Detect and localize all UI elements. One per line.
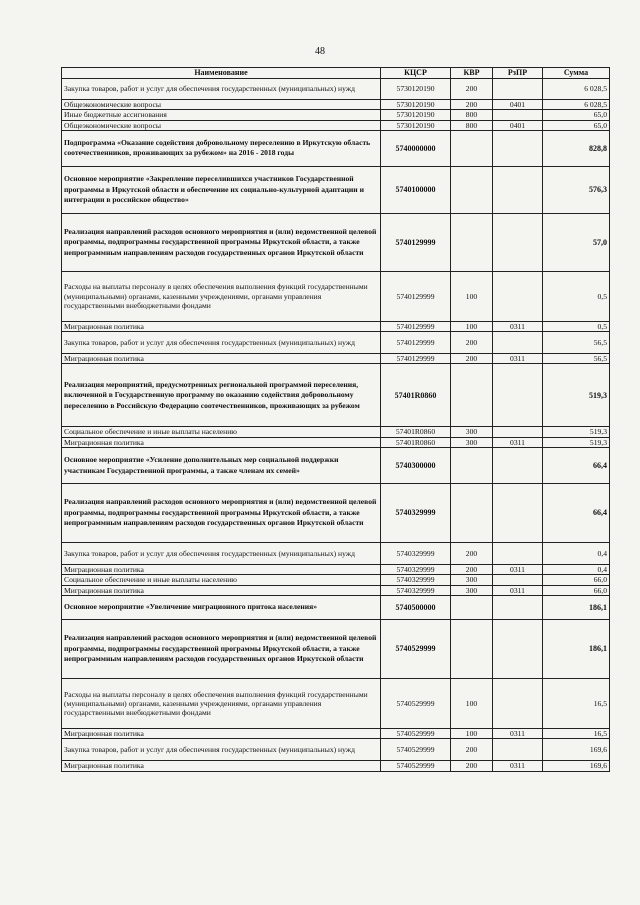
- cell-kcsr: 5740129999: [381, 271, 451, 321]
- table-row: [62, 739, 610, 761]
- cell-kvr: 100: [451, 678, 493, 728]
- cell-name: Миграционная политика: [62, 728, 381, 738]
- cell-kvr: 200: [451, 543, 493, 565]
- table-body: [62, 79, 610, 772]
- table-row: [62, 120, 610, 130]
- cell-kvr: 200: [451, 332, 493, 354]
- cell-kvr: [451, 213, 493, 271]
- table-row: [62, 565, 610, 575]
- cell-sum: 0,5: [543, 271, 610, 321]
- table-row: [62, 332, 610, 354]
- table-row: [62, 110, 610, 120]
- cell-kvr: [451, 130, 493, 166]
- cell-sum: 828,8: [543, 130, 610, 166]
- table-row: [62, 595, 610, 619]
- cell-sum: 66,4: [543, 484, 610, 543]
- table-row: [62, 79, 610, 100]
- table-row: [62, 678, 610, 728]
- table-row: [62, 364, 610, 427]
- cell-rzpr: 0401: [493, 120, 543, 130]
- table-row: [62, 130, 610, 166]
- cell-kcsr: 5730120190: [381, 100, 451, 110]
- cell-name: Миграционная политика: [62, 565, 381, 575]
- cell-sum: 56,5: [543, 354, 610, 364]
- cell-sum: 519,3: [543, 364, 610, 427]
- cell-name: Закупка товаров, работ и услуг для обеспечения государственных (муниципальных) нужд: [62, 79, 381, 100]
- cell-sum: 66,4: [543, 448, 610, 484]
- cell-name: Социальное обеспечение и иные выплаты населению: [62, 427, 381, 437]
- cell-rzpr: [493, 595, 543, 619]
- cell-name: Реализация направлений расходов основного мероприятия и (или) ведомственной целевой программы, подпрограммы государственной программы Иркутской области, а также непрограммным направлениям расходов государственных органов Иркутской области: [62, 213, 381, 271]
- table-row: [62, 728, 610, 738]
- cell-kcsr: 5740529999: [381, 728, 451, 738]
- cell-kcsr: 5740329999: [381, 565, 451, 575]
- cell-name: Закупка товаров, работ и услуг для обеспечения государственных (муниципальных) нужд: [62, 739, 381, 761]
- cell-name: Реализация мероприятий, предусмотренных региональной программой переселения, включенной в Государственную программу по оказанию содействия добровольному переселению в Российскую Федерацию соотечественников, проживающих за рубежом: [62, 364, 381, 427]
- cell-sum: 0,4: [543, 565, 610, 575]
- cell-rzpr: [493, 332, 543, 354]
- cell-kcsr: 5740000000: [381, 130, 451, 166]
- cell-rzpr: [493, 79, 543, 100]
- page-number: 48: [315, 46, 325, 57]
- cell-name: Общеэкономические вопросы: [62, 100, 381, 110]
- cell-name: Миграционная политика: [62, 761, 381, 771]
- cell-kcsr: 5740529999: [381, 678, 451, 728]
- cell-sum: 56,5: [543, 332, 610, 354]
- cell-kvr: 100: [451, 321, 493, 331]
- cell-rzpr: 0311: [493, 321, 543, 331]
- cell-sum: 66,0: [543, 585, 610, 595]
- cell-kcsr: 5740129999: [381, 213, 451, 271]
- cell-kvr: [451, 166, 493, 213]
- cell-kcsr: 5740329999: [381, 484, 451, 543]
- cell-name: Подпрограмма «Оказание содействия добровольному переселению в Иркутскую область соотечественников, проживающих за рубежом» на 2016 - 2018 годы: [62, 130, 381, 166]
- cell-kvr: 800: [451, 110, 493, 120]
- cell-rzpr: 0311: [493, 761, 543, 771]
- cell-kcsr: 57401R0860: [381, 364, 451, 427]
- cell-kcsr: 5740100000: [381, 166, 451, 213]
- cell-rzpr: [493, 130, 543, 166]
- cell-kcsr: 5740300000: [381, 448, 451, 484]
- table-row: [62, 761, 610, 771]
- table-row: [62, 427, 610, 437]
- cell-rzpr: [493, 166, 543, 213]
- table-row: [62, 585, 610, 595]
- cell-kvr: 200: [451, 761, 493, 771]
- table-header-row: [62, 68, 610, 79]
- cell-rzpr: [493, 271, 543, 321]
- table-row: [62, 575, 610, 585]
- cell-rzpr: [493, 575, 543, 585]
- cell-rzpr: [493, 448, 543, 484]
- cell-name: Расходы на выплаты персоналу в целях обеспечения выполнения функций государственными (муниципальными) органами, казенными учреждениями, органами управления государственными внебюджетными фондами: [62, 271, 381, 321]
- cell-kvr: [451, 484, 493, 543]
- cell-kcsr: 5740329999: [381, 575, 451, 585]
- cell-rzpr: 0311: [493, 565, 543, 575]
- cell-kvr: 300: [451, 427, 493, 437]
- cell-name: Иные бюджетные ассигнования: [62, 110, 381, 120]
- cell-rzpr: [493, 619, 543, 678]
- cell-sum: 6 028,5: [543, 79, 610, 100]
- table-row: [62, 448, 610, 484]
- cell-rzpr: 0401: [493, 100, 543, 110]
- cell-rzpr: [493, 543, 543, 565]
- table-row: [62, 484, 610, 543]
- cell-name: Реализация направлений расходов основного мероприятия и (или) ведомственной целевой программы, подпрограммы государственной программы Иркутской области, а также непрограммным направлениям расходов государственных органов Иркутской области: [62, 619, 381, 678]
- cell-rzpr: 0311: [493, 437, 543, 447]
- cell-sum: 186,1: [543, 619, 610, 678]
- cell-rzpr: 0311: [493, 354, 543, 364]
- cell-kvr: 200: [451, 565, 493, 575]
- cell-sum: 519,3: [543, 427, 610, 437]
- cell-rzpr: [493, 427, 543, 437]
- cell-kvr: 100: [451, 728, 493, 738]
- cell-rzpr: 0311: [493, 585, 543, 595]
- cell-rzpr: 0311: [493, 728, 543, 738]
- table-row: [62, 619, 610, 678]
- cell-name: Миграционная политика: [62, 585, 381, 595]
- cell-sum: 0,4: [543, 543, 610, 565]
- cell-name: Миграционная политика: [62, 354, 381, 364]
- cell-name: Реализация направлений расходов основного мероприятия и (или) ведомственной целевой программы, подпрограммы государственной программы Иркутской области, а также непрограммным направлениям расходов государственных органов Иркутской области: [62, 484, 381, 543]
- cell-sum: 0,5: [543, 321, 610, 331]
- cell-sum: 57,0: [543, 213, 610, 271]
- header-rzpr: РзПР: [493, 68, 543, 79]
- cell-sum: 16,5: [543, 728, 610, 738]
- header-name: Наименование: [62, 68, 381, 79]
- cell-name: Основное мероприятие «Закрепление переселившихся участников Государственной программы в Иркутской области и обеспечение их социально-культурной адаптации и интеграции в российское общество»: [62, 166, 381, 213]
- cell-kcsr: 5740329999: [381, 543, 451, 565]
- cell-kvr: [451, 619, 493, 678]
- cell-sum: 576,3: [543, 166, 610, 213]
- cell-kcsr: 5740329999: [381, 585, 451, 595]
- cell-kcsr: 5730120190: [381, 120, 451, 130]
- cell-name: Закупка товаров, работ и услуг для обеспечения государственных (муниципальных) нужд: [62, 543, 381, 565]
- cell-kvr: 100: [451, 271, 493, 321]
- cell-name: Миграционная политика: [62, 437, 381, 447]
- cell-kvr: 200: [451, 354, 493, 364]
- cell-sum: 169,6: [543, 761, 610, 771]
- table-row: [62, 213, 610, 271]
- cell-rzpr: [493, 364, 543, 427]
- cell-sum: 16,5: [543, 678, 610, 728]
- cell-sum: 65,0: [543, 120, 610, 130]
- cell-kvr: 800: [451, 120, 493, 130]
- cell-kcsr: 57401R0860: [381, 437, 451, 447]
- cell-name: Общеэкономические вопросы: [62, 120, 381, 130]
- cell-name: Основное мероприятие «Увеличение миграционного притока населения»: [62, 595, 381, 619]
- cell-sum: 6 028,5: [543, 100, 610, 110]
- cell-rzpr: [493, 484, 543, 543]
- cell-kvr: 200: [451, 100, 493, 110]
- cell-kcsr: 5740129999: [381, 354, 451, 364]
- cell-sum: 65,0: [543, 110, 610, 120]
- cell-rzpr: [493, 739, 543, 761]
- cell-kcsr: 5730120190: [381, 110, 451, 120]
- cell-rzpr: [493, 110, 543, 120]
- cell-sum: 186,1: [543, 595, 610, 619]
- cell-rzpr: [493, 213, 543, 271]
- header-sum: Сумма: [543, 68, 610, 79]
- cell-sum: 169,6: [543, 739, 610, 761]
- budget-table: [61, 67, 610, 772]
- cell-kvr: 200: [451, 79, 493, 100]
- table-row: [62, 166, 610, 213]
- cell-rzpr: [493, 678, 543, 728]
- cell-name: Основное мероприятие «Усиление дополнительных мер социальной поддержки участникам Государственной программы, а также членам их семей»: [62, 448, 381, 484]
- cell-kvr: [451, 595, 493, 619]
- cell-kcsr: 57401R0860: [381, 427, 451, 437]
- cell-kcsr: 5740529999: [381, 619, 451, 678]
- cell-kvr: 200: [451, 739, 493, 761]
- cell-kvr: [451, 364, 493, 427]
- table-row: [62, 321, 610, 331]
- header-kcsr: КЦСР: [381, 68, 451, 79]
- cell-kcsr: 5740500000: [381, 595, 451, 619]
- cell-kvr: 300: [451, 575, 493, 585]
- table-row: [62, 437, 610, 447]
- table-row: [62, 543, 610, 565]
- cell-kvr: 300: [451, 585, 493, 595]
- cell-kvr: [451, 448, 493, 484]
- cell-name: Социальное обеспечение и иные выплаты населению: [62, 575, 381, 585]
- cell-kcsr: 5740129999: [381, 321, 451, 331]
- cell-kcsr: 5730120190: [381, 79, 451, 100]
- cell-name: Расходы на выплаты персоналу в целях обеспечения выполнения функций государственными (муниципальными) органами, казенными учреждениями, органами управления государственными внебюджетными фондами: [62, 678, 381, 728]
- header-kvr: КВР: [451, 68, 493, 79]
- cell-kcsr: 5740529999: [381, 761, 451, 771]
- cell-kvr: 300: [451, 437, 493, 447]
- cell-kcsr: 5740529999: [381, 739, 451, 761]
- cell-name: Закупка товаров, работ и услуг для обеспечения государственных (муниципальных) нужд: [62, 332, 381, 354]
- table-row: [62, 354, 610, 364]
- cell-kcsr: 5740129999: [381, 332, 451, 354]
- cell-name: Миграционная политика: [62, 321, 381, 331]
- cell-sum: 519,3: [543, 437, 610, 447]
- table-row: [62, 100, 610, 110]
- table-row: [62, 271, 610, 321]
- cell-sum: 66,0: [543, 575, 610, 585]
